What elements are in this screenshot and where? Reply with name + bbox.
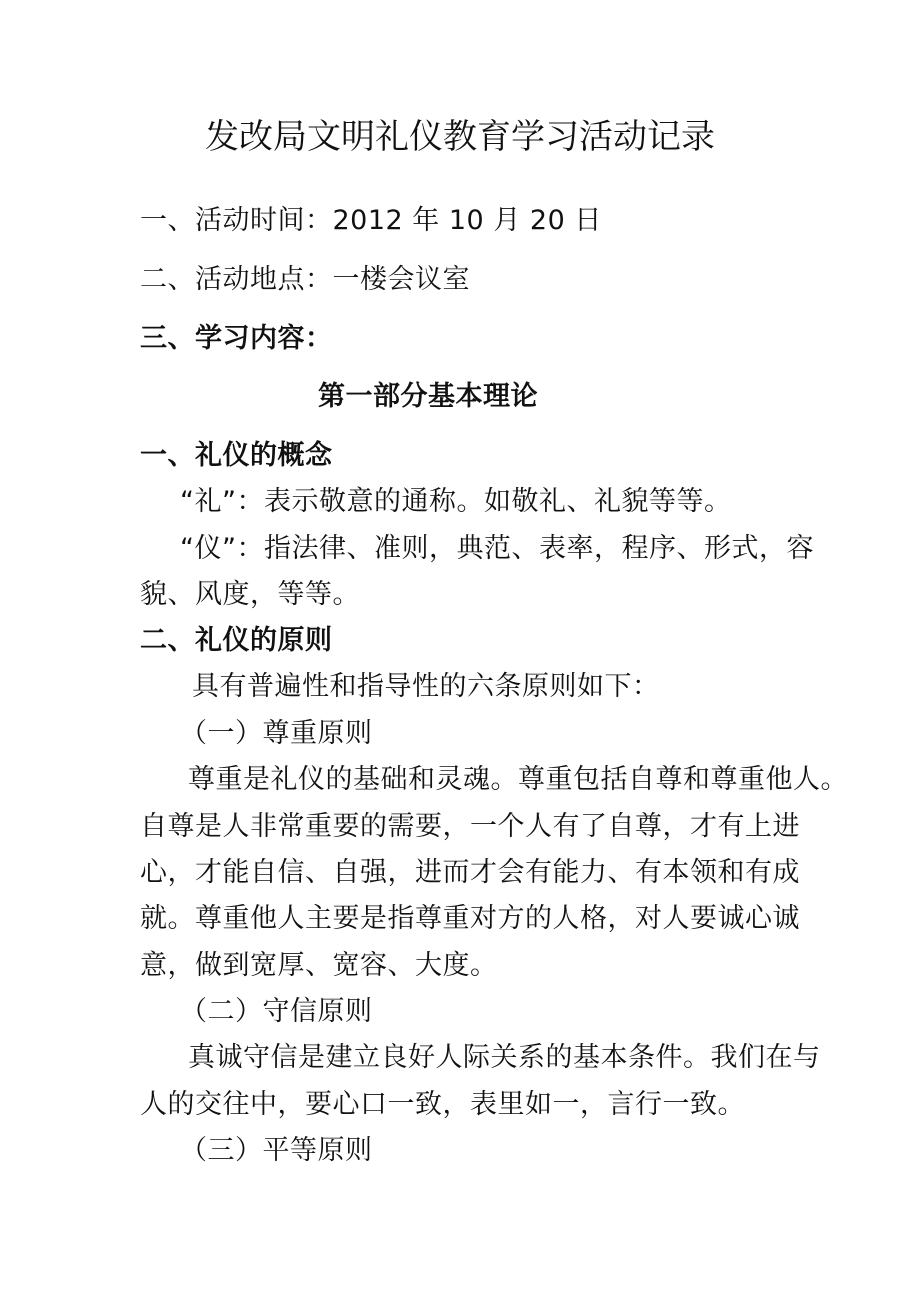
section-heading: 一、礼仪的概念 — [140, 440, 333, 471]
activity-location: 二、活动地点：一楼会议室 — [140, 264, 470, 295]
study-content-label: 三、学习内容： — [140, 323, 333, 354]
paragraph-line: 心，才能自信、自强，进而才会有能力、有本领和有成 — [140, 857, 800, 888]
paragraph-line: 意，做到宽厚、宽容、大度。 — [140, 950, 498, 981]
subsection-heading: （一）尊重原则 — [180, 718, 373, 749]
paragraph-line: “礼”：表示敬意的通称。如敬礼、礼貌等等。 — [180, 486, 732, 517]
subsection-heading: （二）守信原则 — [180, 996, 373, 1027]
part-heading: 第一部分基本理论 — [318, 381, 538, 412]
paragraph-line: 具有普遍性和指导性的六条原则如下： — [192, 671, 660, 702]
subsection-heading: （三）平等原则 — [180, 1135, 373, 1166]
paragraph-line: “仪”：指法律、准则，典范、表率，程序、形式，容 — [180, 533, 814, 564]
paragraph-line: 就。尊重他人主要是指尊重对方的人格，对人要诚心诚 — [140, 903, 800, 934]
paragraph-line: 貌、风度，等等。 — [140, 579, 360, 610]
paragraph-line: 真诚守信是建立良好人际关系的基本条件。我们在与 — [188, 1042, 821, 1073]
document-title: 发改局文明礼仪教育学习活动记录 — [205, 117, 715, 157]
paragraph-line: 自尊是人非常重要的需要，一个人有了自尊，才有上进 — [140, 811, 800, 842]
paragraph-line: 尊重是礼仪的基础和灵魂。尊重包括自尊和尊重他人。 — [188, 764, 848, 795]
section-heading: 二、礼仪的原则 — [140, 625, 333, 656]
activity-time: 一、活动时间：2012 年 10 月 20 日 — [140, 205, 602, 236]
paragraph-line: 人的交往中，要心口一致，表里如一，言行一致。 — [140, 1089, 745, 1120]
